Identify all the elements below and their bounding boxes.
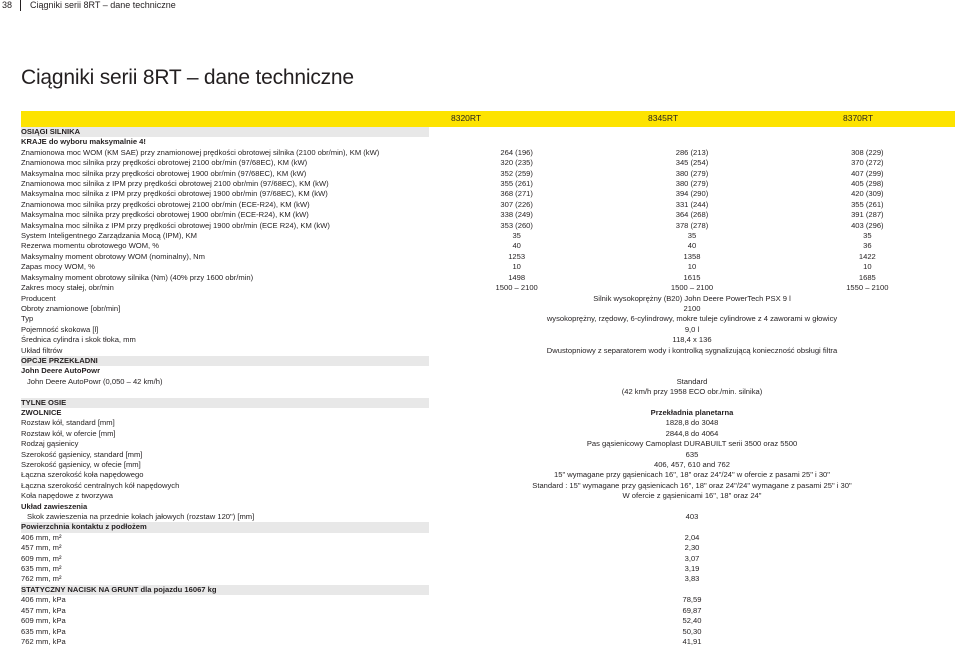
- cell-8345rt: 364 (268): [675, 210, 709, 220]
- row-label: Maksymalna moc silnika z IPM przy prędkości obrotowej 1900 obr/min (97/68EC), KM (kW): [21, 189, 328, 199]
- cell-empty: [429, 502, 955, 512]
- cell-8345rt: 1615: [683, 272, 701, 282]
- cell-all-models: 3,83: [684, 574, 700, 584]
- table-row: [21, 502, 955, 512]
- cell-empty: [429, 585, 955, 595]
- section-header-row: [21, 356, 955, 366]
- cell-all-models: W ofercie z gąsienicami 16", 18" oraz 24": [622, 491, 762, 501]
- cell-all-models: 9,0 l: [684, 324, 700, 334]
- cell-8370rt: 355 (261): [851, 199, 884, 209]
- section-header-row: [21, 398, 955, 408]
- table-row: [21, 314, 955, 324]
- cell-8345rt: 35: [687, 231, 697, 241]
- cell-all-models: Pas gąsienicowy Camoplast DURABUILT serii 3500 oraz 5500: [586, 439, 798, 449]
- table-row: [21, 606, 955, 616]
- cell-8345rt: 40: [687, 241, 697, 251]
- row-label: Koła napędowe z tworzywa: [21, 491, 114, 501]
- cell-8320rt: 307 (226): [500, 199, 533, 209]
- table-row: [21, 387, 955, 397]
- table-row: [21, 325, 955, 335]
- cell-8320rt: 352 (259): [500, 168, 533, 178]
- row-label: Zakres mocy stałej, obr/min: [21, 283, 114, 293]
- row-label: Znamionowa moc silnika przy prędkości obrotowej 2100 obr/min (97/68EC), KM (kW): [21, 158, 308, 168]
- table-row: [21, 481, 955, 491]
- cell-empty: [429, 522, 955, 532]
- cell-8370rt: 403 (296): [851, 220, 884, 230]
- cell-8320rt: 1253: [508, 251, 526, 261]
- table-row: [21, 627, 955, 637]
- row-label: Producent: [21, 293, 56, 303]
- page-title: Ciągniki serii 8RT – dane techniczne: [21, 66, 354, 89]
- cell-all-models: Silnik wysokoprężny (B20) John Deere PowerTech PSX 9 l: [593, 293, 791, 303]
- row-label: Maksymalny moment obrotowy silnika (Nm) (40% przy 1600 obr/min): [21, 272, 254, 282]
- cell-all-models: Przekładnia planetarna: [650, 407, 734, 417]
- cell-empty: [429, 137, 955, 147]
- page-number: 38: [2, 0, 13, 10]
- row-label: Rodzaj gąsienicy: [21, 439, 79, 449]
- row-label: Znamionowa moc WOM (KM SAE) przy znamionowej prędkości obrotowej silnika (2100 obr/min), KM (kW): [21, 147, 380, 157]
- row-label: John Deere AutoPowr: [21, 366, 101, 376]
- cell-all-models: Dwustopniowy z separatorem wody i kontrolką sygnalizującą konieczność obsługi filtra: [546, 345, 838, 355]
- row-label: OPCJE PRZEKŁADNI: [21, 356, 429, 366]
- column-header-bar: [21, 111, 955, 127]
- cell-all-models: 2100: [683, 303, 701, 313]
- table-row: [21, 637, 955, 647]
- table-row: [21, 283, 955, 293]
- row-label: Maksymalna moc silnika z IPM przy prędkości obrotowej 1900 obr/min (ECE R24), KM (kW): [21, 220, 330, 230]
- row-label: TYLNE OSIE: [21, 398, 429, 408]
- row-label: Średnica cylindra i skok tłoka, mm: [21, 335, 136, 345]
- table-row: [21, 294, 955, 304]
- header-divider: [20, 0, 21, 11]
- section-header-row: [21, 522, 955, 532]
- cell-8370rt: 1685: [858, 272, 876, 282]
- cell-8345rt: 394 (290): [675, 189, 709, 199]
- cell-8345rt: 1500 – 2100: [670, 283, 714, 293]
- table-row: [21, 158, 955, 168]
- cell-8370rt: 1550 – 2100: [846, 283, 889, 293]
- row-label: Powierzchnia kontaktu z podłożem: [21, 522, 429, 532]
- cell-8320rt: 320 (235): [500, 158, 533, 168]
- row-label: Układ filtrów: [21, 345, 63, 355]
- table-row: [21, 554, 955, 564]
- cell-8320rt: 264 (196): [500, 147, 533, 157]
- row-label: Rozstaw kół, w ofercie [mm]: [21, 428, 116, 438]
- table-row: [21, 252, 955, 262]
- table-row: [21, 148, 955, 158]
- row-label: Układ zawieszenia: [21, 501, 88, 511]
- cell-8345rt: 331 (244): [675, 199, 709, 209]
- running-title: Ciągniki serii 8RT – dane techniczne: [30, 0, 176, 10]
- row-label: Zapas mocy WOM, %: [21, 262, 95, 272]
- cell-8320rt: 10: [512, 262, 521, 272]
- table-row: [21, 470, 955, 480]
- row-label: 762 mm, m²: [21, 574, 62, 584]
- table-row: [21, 439, 955, 449]
- cell-all-models: 41,91: [682, 636, 702, 646]
- row-label: Obroty znamionowe [obr/min]: [21, 303, 121, 313]
- table-row: [21, 377, 955, 387]
- table-row: [21, 346, 955, 356]
- cell-8345rt: 345 (254): [675, 158, 709, 168]
- table-row: [21, 304, 955, 314]
- row-label: 762 mm, kPa: [21, 636, 66, 646]
- cell-all-models: 52,40: [682, 616, 702, 626]
- table-row: [21, 169, 955, 179]
- cell-8345rt: 286 (213): [675, 147, 709, 157]
- cell-all-models: 2,04: [684, 532, 700, 542]
- cell-empty: [429, 398, 955, 408]
- row-label: [21, 387, 429, 397]
- cell-8370rt: 10: [863, 262, 872, 272]
- row-label: Pojemność skokowa [l]: [21, 324, 99, 334]
- cell-8320rt: 338 (249): [500, 210, 533, 220]
- cell-all-models: wysokoprężny, rzędowy, 6-cylindrowy, mokre tuleje cylindrowe z 4 zaworami w głowicy: [546, 314, 838, 324]
- row-label: 635 mm, kPa: [21, 626, 66, 636]
- cell-all-models: 3,07: [684, 553, 700, 563]
- table-row: [21, 221, 955, 231]
- table-row: [21, 429, 955, 439]
- table-row: [21, 335, 955, 345]
- cell-all-models: 69,87: [682, 605, 702, 615]
- row-label: Typ: [21, 314, 34, 324]
- row-label: Łączna szerokość koła napędowego: [21, 470, 144, 480]
- cell-8345rt: 380 (279): [675, 168, 709, 178]
- row-label: 635 mm, m²: [21, 564, 62, 574]
- table-row: [21, 564, 955, 574]
- cell-8345rt: 378 (278): [675, 220, 709, 230]
- cell-all-models: 403: [685, 512, 699, 522]
- cell-8370rt: 35: [863, 231, 872, 241]
- section-header-row: [21, 585, 955, 595]
- cell-8370rt: 1422: [858, 251, 876, 261]
- table-row: [21, 460, 955, 470]
- table-row: [21, 241, 955, 251]
- row-label: 457 mm, m²: [21, 543, 62, 553]
- table-row: [21, 137, 955, 147]
- row-label: Znamionowa moc silnika z IPM przy prędkości obrotowej 2100 obr/min (97/68EC), KM (kW): [21, 179, 329, 189]
- cell-8320rt: 35: [512, 231, 521, 241]
- cell-all-models: 50,30: [682, 626, 702, 636]
- table-row: [21, 543, 955, 553]
- row-label: 609 mm, m²: [21, 553, 62, 563]
- row-label: Maksymalna moc silnika przy prędkości obrotowej 1900 obr/min (ECE-R24), KM (kW): [21, 210, 309, 220]
- table-row: [21, 408, 955, 418]
- cell-8370rt: 308 (229): [851, 147, 884, 157]
- cell-all-models: 78,59: [682, 595, 702, 605]
- spec-table: [21, 127, 955, 647]
- cell-all-models: 3,19: [684, 564, 700, 574]
- cell-8320rt: 1498: [508, 272, 526, 282]
- row-label: Skok zawieszenia na przednie kołach jałowych (rozstaw 120") [mm]: [27, 512, 255, 522]
- row-label: STATYCZNY NACISK NA GRUNT dla pojazdu 16067 kg: [21, 585, 429, 595]
- row-label: Łączna szerokość centralnych kół napędowych: [21, 480, 180, 490]
- table-row: [21, 179, 955, 189]
- cell-8320rt: 40: [512, 241, 521, 251]
- table-row: [21, 273, 955, 283]
- row-label: 609 mm, kPa: [21, 616, 66, 626]
- cell-all-models: (42 km/h przy 1958 ECO obr./min. silnika): [621, 387, 763, 397]
- column-header-8370rt: 8370RT: [843, 113, 874, 123]
- table-row: [21, 533, 955, 543]
- cell-empty: [429, 127, 955, 137]
- row-label: 406 mm, kPa: [21, 595, 66, 605]
- row-label: John Deere AutoPowr (0,050 – 42 km/h): [27, 376, 163, 386]
- row-label: KRAJE do wyboru maksymalnie 4!: [21, 137, 146, 147]
- table-row: [21, 512, 955, 522]
- cell-all-models: 635: [685, 449, 699, 459]
- table-row: [21, 491, 955, 501]
- table-row: [21, 231, 955, 241]
- row-label: Rezerwa momentu obrotowego WOM, %: [21, 241, 160, 251]
- row-label: Maksymalna moc silnika przy prędkości obrotowej 1900 obr/min (97/68EC), KM (kW): [21, 168, 307, 178]
- cell-8345rt: 380 (279): [675, 179, 709, 189]
- cell-all-models: Standard : 15" wymagane przy gąsienicach 16", 18" oraz 24"/24" wymagane z pasami 25" i 30": [532, 480, 852, 490]
- cell-8370rt: 407 (299): [851, 168, 884, 178]
- cell-8345rt: 1358: [683, 251, 701, 261]
- cell-all-models: 1828,8 do 3048: [665, 418, 719, 428]
- row-label: Znamionowa moc silnika przy prędkości obrotowej 2100 obr/min (ECE-R24), KM (kW): [21, 199, 310, 209]
- table-row: [21, 210, 955, 220]
- row-label: Szerokość gąsienicy, w ofecie [mm]: [21, 460, 141, 469]
- row-label: Szerokość gąsienicy, standard [mm]: [21, 449, 143, 459]
- cell-all-models: 2844,8 do 4064: [665, 428, 719, 438]
- cell-8320rt: 1500 – 2100: [495, 283, 538, 293]
- table-row: [21, 366, 955, 376]
- row-label: Maksymalny moment obrotowy WOM (nominalny), Nm: [21, 251, 205, 261]
- cell-all-models: 118,4 x 136: [672, 335, 712, 345]
- cell-8345rt: 10: [687, 262, 697, 272]
- table-row: [21, 595, 955, 605]
- table-row: [21, 616, 955, 626]
- table-row: [21, 262, 955, 272]
- cell-all-models: 406, 457, 610 and 762: [653, 460, 730, 469]
- row-label: System Inteligentnego Zarządzania Mocą (IPM), KM: [21, 231, 197, 241]
- table-row: [21, 418, 955, 428]
- row-label: ZWOLNICE: [21, 407, 62, 417]
- cell-all-models: 15" wymagane przy gąsienicach 16", 18" oraz 24"/24" w ofercie z pasami 25" i 30": [554, 470, 830, 480]
- table-row: [21, 450, 955, 460]
- column-header-8345rt: 8345RT: [648, 113, 679, 123]
- cell-8370rt: 405 (298): [851, 179, 884, 189]
- row-label: Rozstaw kół, standard [mm]: [21, 418, 115, 428]
- column-header-8320rt: 8320RT: [451, 113, 482, 123]
- cell-8320rt: 368 (271): [500, 189, 533, 199]
- row-label: OSIĄGI SILNIKA: [21, 127, 429, 137]
- cell-8370rt: 391 (287): [851, 210, 884, 220]
- cell-all-models: Standard: [676, 376, 708, 386]
- cell-8370rt: 370 (272): [851, 158, 884, 168]
- row-label: 457 mm, kPa: [21, 605, 66, 615]
- section-header-row: [21, 127, 955, 137]
- table-row: [21, 189, 955, 199]
- table-row: [21, 200, 955, 210]
- cell-8370rt: 36: [863, 241, 872, 251]
- cell-all-models: 2,30: [684, 543, 700, 553]
- cell-empty: [429, 366, 955, 376]
- cell-8370rt: 420 (309): [851, 189, 884, 199]
- table-row: [21, 574, 955, 584]
- cell-8320rt: 353 (260): [500, 220, 533, 230]
- cell-8320rt: 355 (261): [500, 179, 533, 189]
- row-label: 406 mm, m²: [21, 532, 62, 542]
- cell-empty: [429, 356, 955, 366]
